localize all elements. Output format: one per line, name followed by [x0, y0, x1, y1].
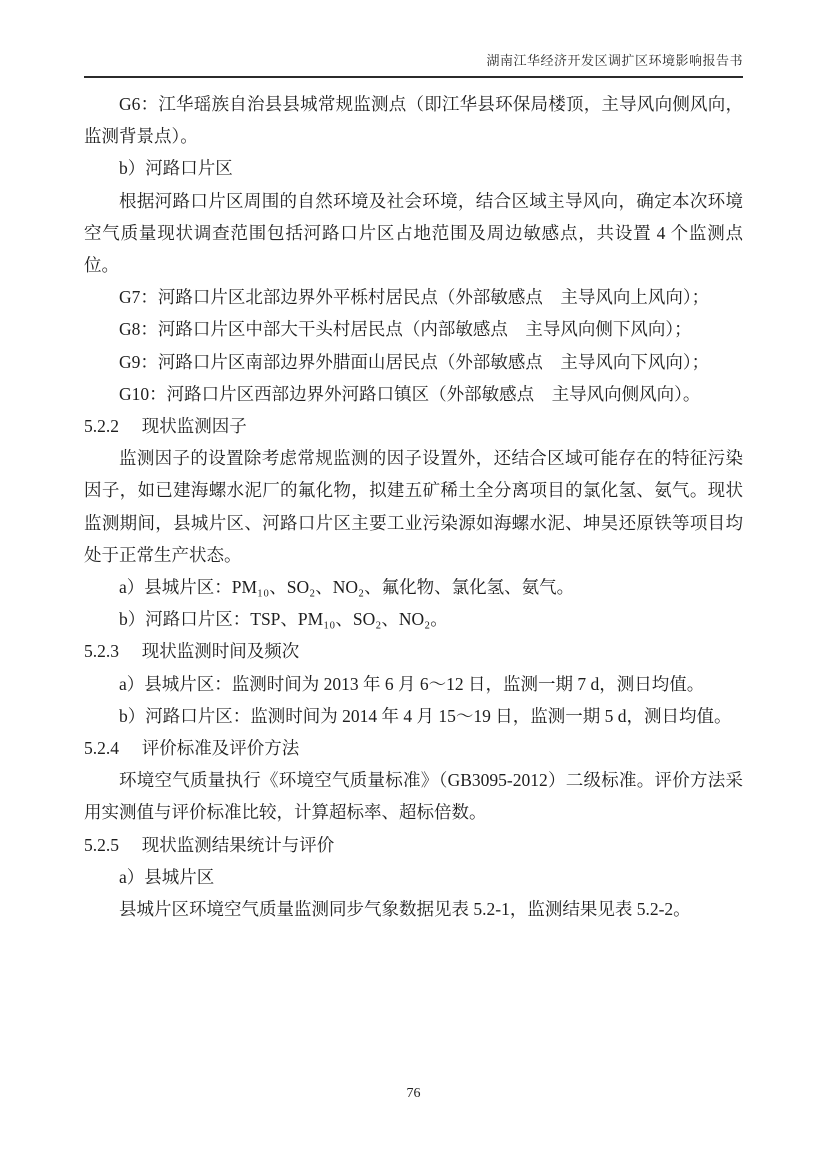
running-header-title: 湖南江华经济开发区调扩区环境影响报告书	[486, 53, 743, 68]
page-content	[84, 88, 743, 925]
section-number: 5.2.5	[84, 834, 119, 855]
running-header	[84, 50, 743, 78]
paragraph-g6-monitoring-point: G6：江华瑶族自治县县城常规监测点（即江华县环保局楼顶，主导风向侧风向，监测背景点）。	[84, 94, 743, 147]
section-title: 现状监测时间及频次	[141, 641, 300, 662]
item-g9-monitoring-point: G9：河路口片区南部边界外腊面山居民点（外部敏感点 主导风向下风向）；	[119, 351, 710, 372]
section-title: 现状监测因子	[141, 416, 247, 437]
paragraph-survey-scope: 根据河路口片区周围的自然环境及社会环境，结合区域主导风向，确定本次环境空气质量现状调查范围包括河路口片区占地范围及周边敏感点，共设置 4 个监测点位。	[84, 190, 743, 276]
item-b-heluokou-schedule: b）河路口片区：监测时间为 2014 年 4 月 15～19 日，监测一期 5 d，测日均值。	[119, 705, 732, 726]
item-g10-monitoring-point: G10：河路口片区西部边界外河路口镇区（外部敏感点 主导风向侧风向）。	[119, 383, 701, 404]
section-number: 5.2.2	[84, 416, 119, 437]
paragraph-monitoring-factors: 监测因子的设置除考虑常规监测的因子设置外，还结合区域可能存在的特征污染因子，如已建海螺水泥厂的氟化物，拟建五矿稀土全分离项目的氯化氢、氨气。现状监测期间，县城片区、河路口片区主要工业污染源如海螺水泥、坤昊还原铁等项目均处于正常生产状态。	[84, 448, 743, 565]
section-heading-5-2-3	[84, 635, 743, 667]
item-b-heluokou-area: b）河路口片区	[119, 158, 233, 179]
item-a-county-factors: a）县城片区：PM₁₀、SO₂、NO₂、氟化物、氯化氢、氨气。	[119, 577, 575, 598]
item-g8-monitoring-point: G8：河路口片区中部大干头村居民点（内部敏感点 主导风向侧下风向）；	[119, 319, 692, 340]
section-title: 现状监测结果统计与评价	[141, 834, 335, 855]
paragraph-table-reference: 县城片区环境空气质量监测同步气象数据见表 5.2-1，监测结果见表 5.2-2。	[119, 899, 691, 920]
section-heading-5-2-4	[84, 732, 743, 764]
page-footer	[0, 1086, 827, 1102]
item-a-county-schedule: a）县城片区：监测时间为 2013 年 6 月 6～12 日，监测一期 7 d，测日均值。	[119, 673, 705, 694]
section-number: 5.2.3	[84, 641, 119, 662]
item-a-county-area: a）县城片区	[119, 866, 215, 887]
item-b-heluokou-factors: b）河路口片区：TSP、PM₁₀、SO₂、NO₂。	[119, 609, 448, 630]
section-heading-5-2-2	[84, 410, 743, 442]
section-number: 5.2.4	[84, 738, 119, 759]
paragraph-evaluation-standard: 环境空气质量执行《环境空气质量标准》（GB3095-2012）二级标准。评价方法采用实测值与评价标准比较，计算超标率、超标倍数。	[84, 770, 743, 823]
section-heading-5-2-5	[84, 829, 743, 861]
item-g7-monitoring-point: G7：河路口片区北部边界外平栎村居民点（外部敏感点 主导风向上风向）；	[119, 287, 710, 308]
section-title: 评价标准及评价方法	[141, 738, 300, 759]
page-number: 76	[406, 1086, 421, 1101]
